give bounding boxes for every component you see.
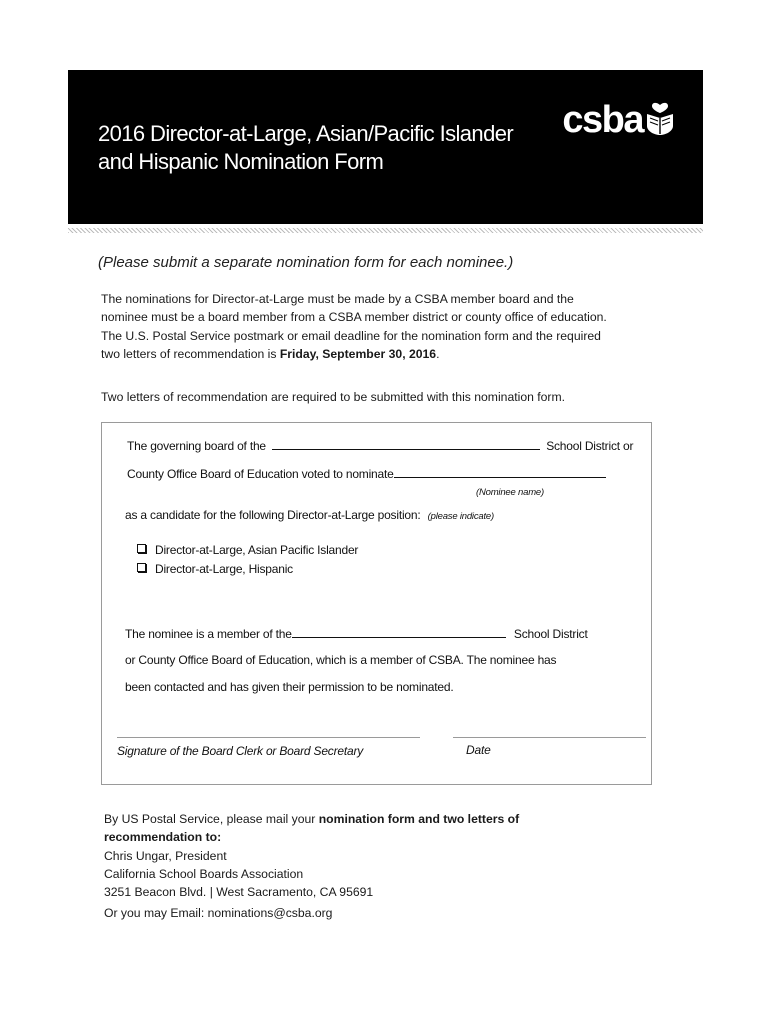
- recipient-name: Chris Ungar, President: [104, 848, 227, 863]
- nominee-name-field[interactable]: [394, 466, 606, 478]
- governing-board-label: The governing board of the: [127, 439, 266, 453]
- intro-line: nominee must be a board member from a CSBA member district or county office of education.: [101, 310, 607, 325]
- school-district-field[interactable]: [272, 438, 540, 450]
- recipient-org: California School Boards Association: [104, 866, 304, 881]
- option-hispanic[interactable]: [137, 562, 293, 576]
- recipient-address: 3251 Beacon Blvd. | West Sacramento, CA 95691: [104, 885, 374, 900]
- mailing-line: [104, 828, 574, 846]
- logo-text: csba: [562, 99, 643, 141]
- csba-logo: [562, 98, 675, 142]
- subheading: (Please submit a separate nomination form for each nominee.): [98, 254, 514, 271]
- option-label: Director-at-Large, Hispanic: [155, 562, 293, 576]
- member-line-3: been contacted and has given their permission to be nominated.: [125, 680, 454, 694]
- please-indicate-note: (please indicate): [427, 511, 494, 522]
- school-district-suffix: School District or: [546, 439, 634, 453]
- county-office-label: County Office Board of Education voted to nominate: [127, 467, 394, 481]
- page-title: [98, 120, 558, 176]
- date-label: Date: [466, 743, 491, 757]
- member-label: The nominee is a member of the: [125, 627, 292, 641]
- nominee-name-caption: (Nominee name): [476, 487, 544, 498]
- book-heart-icon: [645, 102, 675, 141]
- option-asian-pacific-islander[interactable]: [137, 543, 358, 557]
- candidate-label: as a candidate for the following Director-at-Large position:: [125, 508, 421, 522]
- mailing-bold: nomination form and two letters of: [318, 812, 520, 826]
- email-line: Or you may Email: nominations@csba.org: [104, 906, 333, 920]
- title-line-1: 2016 Director-at-Large, Asian/Pacific Islander: [98, 121, 514, 146]
- member-suffix: School District: [513, 627, 588, 641]
- mailing-text: By US Postal Service, please mail your: [104, 812, 319, 826]
- hatched-divider: [68, 228, 703, 233]
- signature-line[interactable]: [117, 737, 420, 738]
- mailing-line: [104, 810, 574, 828]
- member-row: [125, 626, 588, 641]
- candidate-row: [125, 508, 494, 522]
- mailing-bold: recommendation to:: [104, 830, 222, 845]
- nominate-row: [127, 466, 606, 481]
- checkbox-icon[interactable]: [137, 544, 146, 553]
- intro-line: The U.S. Postal Service postmark or email deadline for the nomination form and the required: [101, 328, 601, 343]
- date-line[interactable]: [453, 737, 646, 738]
- intro-line: The nominations for Director-at-Large must be made by a CSBA member board and the: [101, 292, 574, 306]
- intro-text: .: [436, 346, 440, 361]
- mailing-instructions: [104, 810, 574, 901]
- letters-note: Two letters of recommendation are required to be submitted with this nomination form.: [101, 390, 566, 404]
- nomination-form-box: [101, 422, 652, 785]
- governing-board-row: [127, 438, 633, 453]
- checkbox-icon[interactable]: [137, 563, 146, 572]
- signature-label: Signature of the Board Clerk or Board Secretary: [117, 744, 364, 758]
- option-label: Director-at-Large, Asian Pacific Islander: [155, 543, 359, 557]
- intro-line: [101, 345, 661, 363]
- intro-paragraph: [101, 290, 661, 363]
- title-line-2: and Hispanic Nomination Form: [98, 149, 384, 174]
- member-line-2: or County Office Board of Education, which is a member of CSBA. The nominee has: [125, 653, 557, 667]
- member-district-field[interactable]: [292, 626, 506, 638]
- intro-text: two letters of recommendation is: [101, 346, 280, 361]
- header-banner: [68, 70, 703, 224]
- deadline-date: Friday, September 30, 2016: [279, 346, 437, 361]
